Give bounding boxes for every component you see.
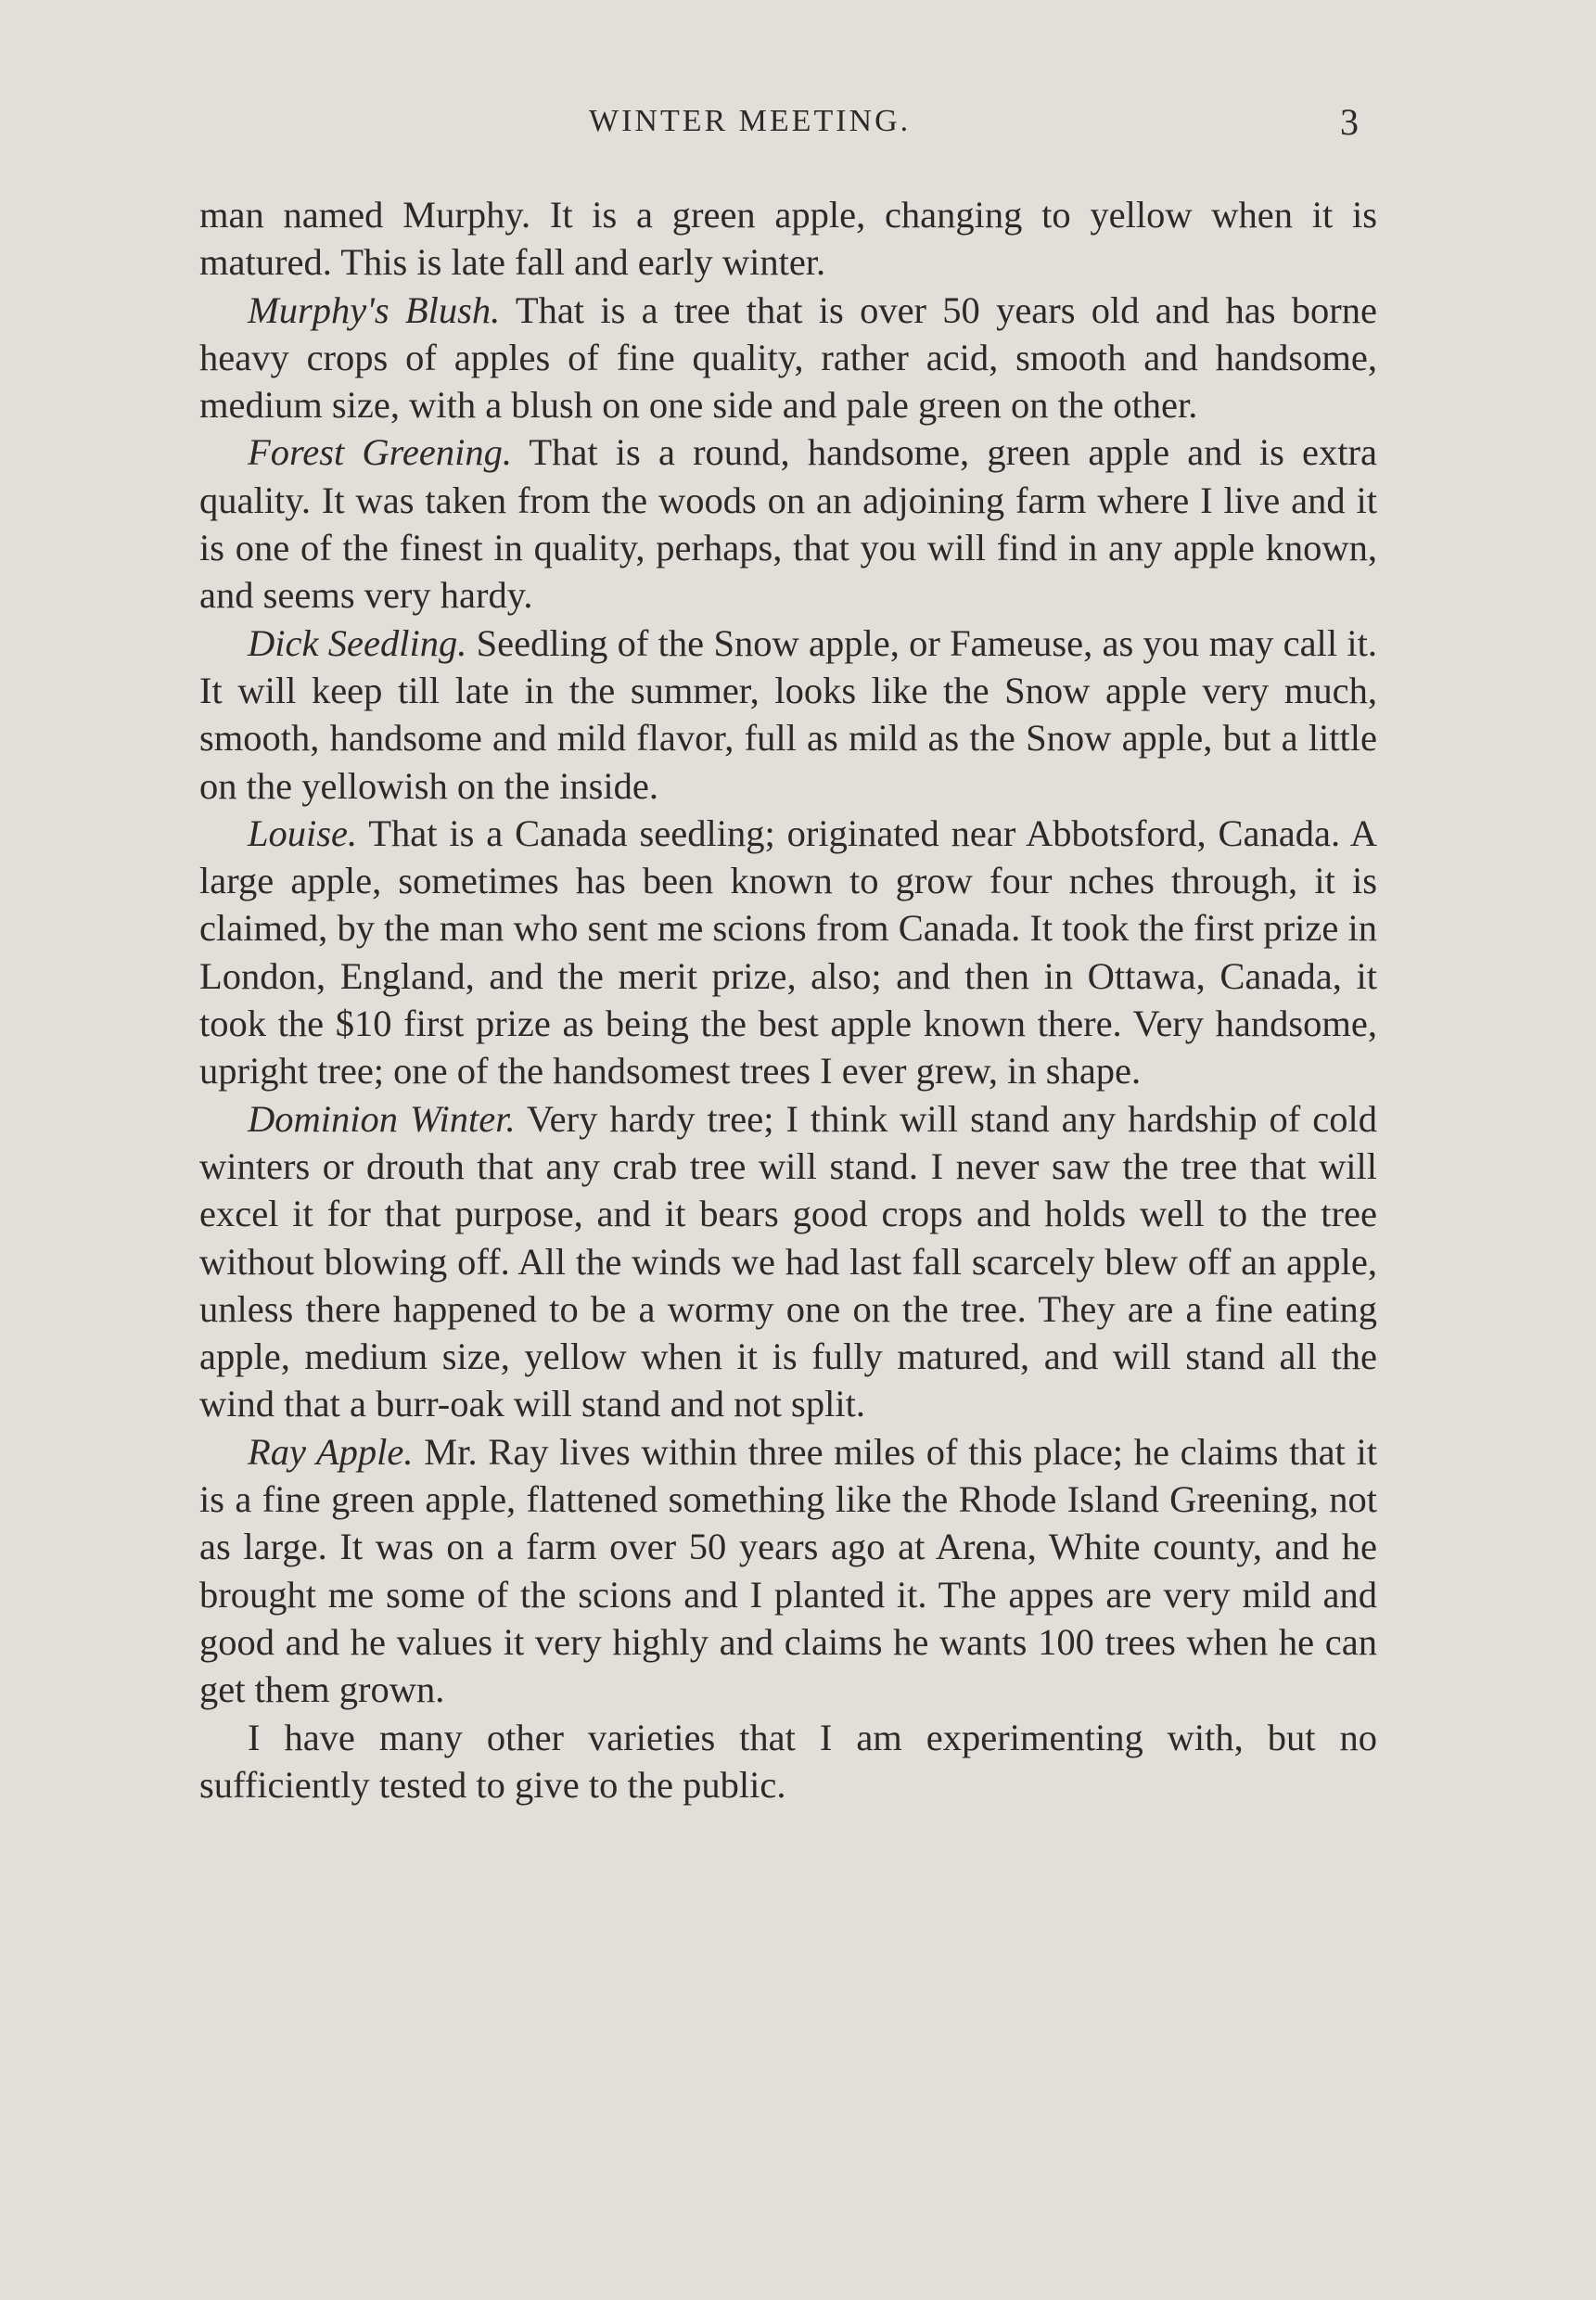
paragraph-text: Very hardy tree; I think will stand any hardship of cold winters or drouth that any crab tree will stand. I never saw the tree that will excel it for that purpose, and it bears good crops and holds well to the tree without blowing off. All the winds we had last fall scarcely blew off an apple, unless there happened to be a wormy one on the tree. They are a fine eating apple, medium size, yellow when it is fully matured, and will stand all the wind that a burr-oak will stand and not split.	[199, 1097, 1377, 1425]
variety-name: Ray Apple.	[248, 1430, 414, 1473]
paragraph-text: Mr. Ray lives within three miles of this place; he claims that it is a fine green apple, flattened something like the Rhode Island Greening, not as large. It was on a farm over 50 years ago at Arena, White county, and he brought me some of the scions and I planted it. The appes are very mild and good and he values it very highly and claims he wants 100 trees when he can get them grown.	[199, 1430, 1378, 1711]
paragraph-text: I have many other varieties that I am experimenting with, but no sufficiently tested to give to the public.	[199, 1716, 1377, 1806]
paragraph-murphys-blush	[199, 287, 1377, 429]
variety-name: Louise.	[248, 811, 358, 854]
paragraph-text: man named Murphy. It is a green apple, changing to yellow when it is matured. This is late fall and early winter.	[199, 194, 1377, 284]
variety-name: Murphy's Blush.	[248, 288, 501, 331]
paragraph-text: That is a round, handsome, green apple and is extra quality. It was taken from the woods on an adjoining farm where I live and it is one of the finest in quality, perhaps, that you will find in any apple known, and seems very hardy.	[199, 431, 1377, 617]
paragraph-forest-greening	[199, 428, 1377, 619]
paragraph-murphy-intro	[199, 191, 1377, 287]
paragraph-ray-apple	[199, 1428, 1377, 1714]
running-head: WINTER MEETING.	[589, 104, 912, 138]
body-text	[199, 191, 1377, 1808]
paragraph-dick-seedling	[199, 620, 1377, 810]
paragraph-closing	[199, 1714, 1377, 1809]
page-number: 3	[1340, 101, 1359, 143]
paragraph-text: Seedling of the Snow apple, or Fameuse, as you may call it. It will keep till late in the summer, looks like the Snow apple very much, smooth, handsome and mild flavor, full as mild as the Snow apple, but a little on the yellowish on the inside.	[199, 621, 1377, 807]
variety-name: Dominion Winter.	[248, 1097, 516, 1140]
paragraph-louise	[199, 810, 1377, 1095]
paragraph-text: That is a tree that is over 50 years old and has borne heavy crops of apples of fine quality, rather acid, smooth and handsome, medium size, with a blush on one side and pale green on the other.	[199, 288, 1377, 427]
paragraph-text: That is a Canada seedling; originated near Abbotsford, Canada. A large apple, sometimes has been known to grow four nches through, it is claimed, by the man who sent me scions from Canada. It took the first prize in London, England, and the merit prize, also; and then in Ottawa, Canada, it took the $10 first prize as being the best apple known there. Very handsome, upright tree; one of the handsomest trees I ever grew, in shape.	[199, 811, 1377, 1092]
variety-name: Dick Seedling.	[248, 621, 467, 664]
variety-name: Forest Greening.	[248, 431, 512, 474]
page-header	[199, 101, 1368, 160]
paragraph-dominion-winter	[199, 1095, 1377, 1428]
